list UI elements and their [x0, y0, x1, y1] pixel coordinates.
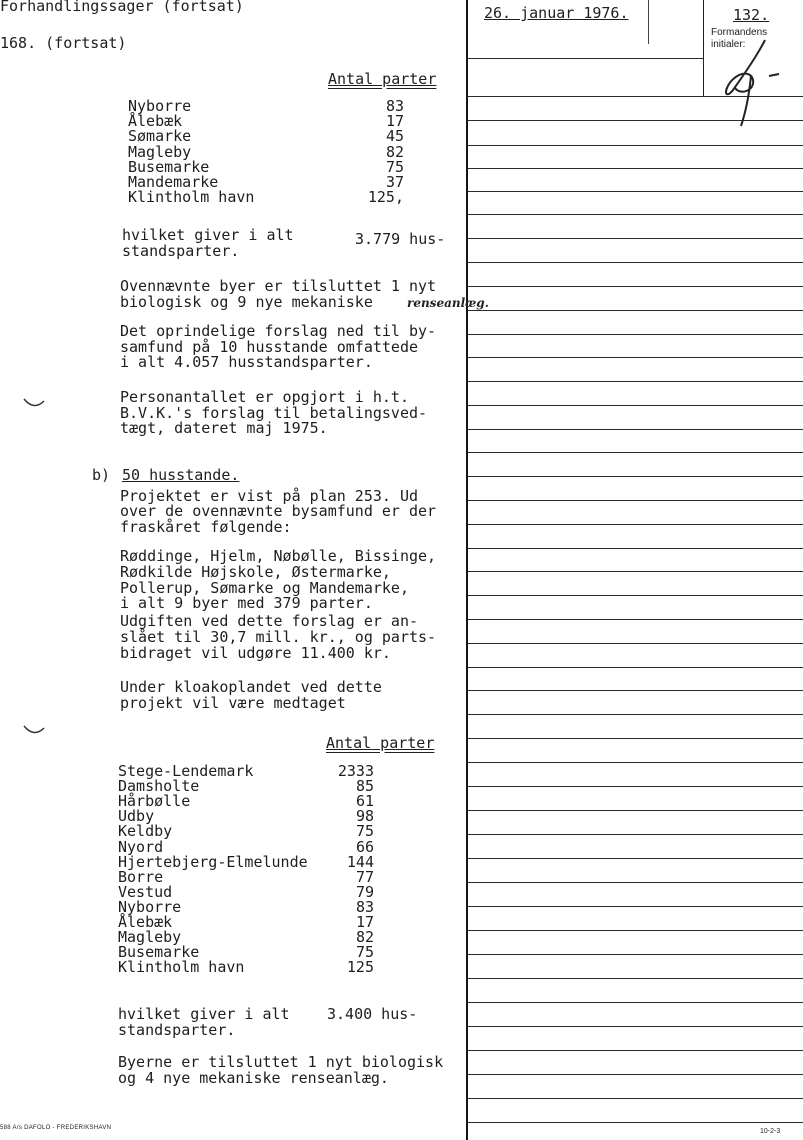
ruled-line — [468, 524, 803, 525]
punch-mark-icon — [22, 722, 46, 738]
ruled-line — [468, 381, 803, 382]
ruled-line — [468, 334, 803, 335]
closing-line: Byerne er tilsluttet 1 nyt biologisk — [118, 1053, 444, 1071]
table-row-count: 77 — [355, 867, 374, 886]
section-b-line: Rødkilde Højskole, Østermarke, — [120, 563, 391, 581]
table-row-name: Udby — [118, 807, 155, 826]
ruled-line — [468, 262, 803, 263]
ruled-line — [468, 58, 703, 59]
table2-total-value: 3.400 hus- — [327, 1005, 418, 1023]
table-row-count: 45 — [385, 127, 404, 146]
table-row-count: 37 — [385, 173, 404, 191]
closing-line: og 4 nye mekaniske renseanlæg. — [118, 1069, 389, 1087]
table-row-count: 75 — [355, 822, 374, 841]
printer-imprint: 588 A/s DAFOLO - FREDERIKSHAVN — [0, 1125, 112, 1131]
initials-box-border-left — [703, 0, 704, 96]
initials-label: Formandens initialer: — [711, 27, 768, 50]
table2-total-label-cont: standsparter. — [118, 1021, 236, 1039]
table-row-count: 85 — [355, 777, 374, 796]
date-column-divider — [648, 0, 649, 44]
ruled-line — [468, 690, 803, 691]
ruled-line — [468, 500, 803, 501]
ruled-line — [468, 906, 803, 907]
ruled-line — [468, 1098, 803, 1099]
section-b-line: Projektet er vist på plan 253. Ud — [120, 487, 419, 505]
table1-total-label-cont: standsparter. — [122, 242, 240, 260]
paragraph-line: biologisk og 9 nye mekaniske — [120, 292, 373, 311]
table-row-name: Hjertebjerg-Elmelunde — [118, 852, 308, 871]
table-row-name: Keldby — [118, 822, 173, 841]
ruled-line — [468, 145, 803, 146]
table-row-name: Busemarke — [118, 943, 200, 962]
section-b-line: i alt 9 byer med 379 parter. — [120, 594, 373, 612]
table-row-name: Ålebæk — [118, 913, 173, 931]
ruled-line — [468, 1026, 803, 1027]
ruled-line — [468, 667, 803, 668]
ruled-line — [468, 810, 803, 811]
table-row-count: 17 — [385, 112, 404, 131]
paragraph-line: tægt, dateret maj 1975. — [120, 419, 328, 437]
ruled-line — [468, 191, 803, 192]
table-row-name: Magleby — [118, 928, 182, 947]
page-number: 132. — [733, 6, 770, 24]
table-row-name: Stege-Lendemark — [118, 762, 254, 780]
paragraph-line: samfund på 10 husstande omfattede — [120, 337, 419, 356]
ruled-line — [468, 452, 803, 453]
section-b-line: fraskåret følgende: — [120, 518, 292, 536]
table-row-name: Hårbølle — [118, 792, 191, 811]
table-row-name: Klintholm havn — [118, 958, 245, 977]
ruled-line — [468, 310, 803, 311]
table-row-name: Nyborre — [128, 97, 192, 115]
section-b-marker: b) — [92, 466, 111, 484]
ruled-line — [468, 1074, 803, 1075]
table-row-name: Busemarke — [128, 157, 210, 176]
paragraph-line: B.V.K.'s forslag til betalingsved- — [120, 403, 428, 422]
paragraph-line: Personantallet er opgjort i h.t. — [120, 388, 409, 406]
table-row-count: 2333 — [337, 762, 374, 780]
ruled-line — [468, 978, 803, 979]
table-row-count: 75 — [355, 943, 374, 962]
ruled-line — [468, 930, 803, 931]
section-b-line: Udgiften ved dette forslag er an- — [120, 612, 419, 630]
handwritten-initials — [705, 36, 797, 128]
ruled-line — [468, 214, 803, 215]
ruled-line — [468, 714, 803, 715]
paragraph-line: Ovennævnte byer er tilsluttet 1 nyt — [120, 277, 437, 295]
table-row-name: Klintholm havn — [128, 188, 255, 207]
section-b-line: Under kloakoplandet ved dette — [120, 678, 382, 696]
table1-total-value: 3.779 hus- — [355, 230, 446, 248]
table-row-name: Borre — [118, 867, 164, 886]
table1-heading: Antal parter — [328, 70, 437, 88]
ruled-line — [468, 405, 803, 406]
ruled-line — [468, 858, 803, 859]
ruled-line — [468, 1002, 803, 1003]
table-row-name: Ålebæk — [128, 112, 183, 131]
ruled-line — [468, 1122, 803, 1123]
table-row-name: Mandemarke — [128, 173, 219, 191]
section-b-line: bidraget vil udgøre 11.400 kr. — [120, 644, 391, 662]
table-row-name: Damsholte — [118, 777, 200, 796]
section-b-line: Røddinge, Hjelm, Nøbølle, Bissinge, — [120, 547, 437, 565]
table-row-count: 79 — [355, 882, 374, 901]
table-row-name: Vestud — [118, 882, 173, 901]
ruled-line — [468, 738, 803, 739]
meeting-date: 26. januar 1976. — [484, 4, 629, 22]
ruled-line — [468, 429, 803, 430]
ruled-line — [468, 357, 803, 358]
table-row-count: 125 — [346, 958, 374, 977]
item-number: 168. (fortsat) — [0, 34, 127, 52]
table-row-name: Sømarke — [128, 127, 192, 146]
table-row-count: 83 — [385, 97, 404, 115]
table2-total-label: hvilket giver i alt — [118, 1005, 290, 1023]
paragraph-line: Det oprindelige forslag ned til by- — [120, 322, 437, 340]
table1-total-label: hvilket giver i alt — [122, 226, 294, 244]
paragraph-line: i alt 4.057 husstandsparter. — [120, 353, 373, 371]
ruled-line — [468, 762, 803, 763]
ruled-line — [468, 238, 803, 239]
ruled-line — [468, 882, 803, 883]
page-heading: Forhandlingssager (fortsat) — [0, 0, 244, 15]
ruled-line — [468, 168, 803, 169]
table-row-count: 83 — [355, 897, 374, 916]
table-row-count: 98 — [355, 807, 374, 826]
table-row-count: 75 — [385, 157, 404, 176]
table2-heading: Antal parter — [326, 734, 435, 752]
ruled-line — [468, 786, 803, 787]
ruled-line — [468, 548, 803, 549]
table-row-count: 61 — [355, 792, 374, 811]
ruled-line — [468, 954, 803, 955]
table-row-count: 82 — [385, 142, 404, 161]
ruled-line — [468, 619, 803, 620]
ruled-line — [468, 571, 803, 572]
table-row-name: Nyord — [118, 837, 164, 856]
table-row-name: Nyborre — [118, 897, 182, 916]
table-row-count: 82 — [355, 928, 374, 947]
ruled-line — [468, 834, 803, 835]
table-row-count: 66 — [355, 837, 374, 856]
section-b-line: projekt vil være medtaget — [120, 694, 346, 712]
table-row-count: 17 — [355, 913, 374, 931]
table-row-count: 144 — [346, 852, 374, 871]
table-row-count: 125, — [367, 188, 404, 207]
section-b-line: Pollerup, Sømarke og Mandemarke, — [120, 579, 409, 597]
ruled-line — [468, 476, 803, 477]
section-b-line: over de ovennævnte bysamfund er der — [120, 502, 437, 520]
section-b-line: slået til 30,7 mill. kr., og parts- — [120, 628, 437, 646]
section-b-title: 50 husstande. — [122, 466, 240, 484]
punch-mark-icon — [22, 395, 46, 411]
ruled-line — [468, 643, 803, 644]
form-code: 10-2-3 — [760, 1128, 781, 1135]
table-row-name: Magleby — [128, 142, 192, 161]
margin-vertical-rule — [466, 0, 468, 1140]
ruled-line — [468, 1050, 803, 1051]
ruled-line — [468, 595, 803, 596]
handwritten-word: renseanlæg. — [407, 296, 489, 310]
ruled-line — [468, 286, 803, 287]
